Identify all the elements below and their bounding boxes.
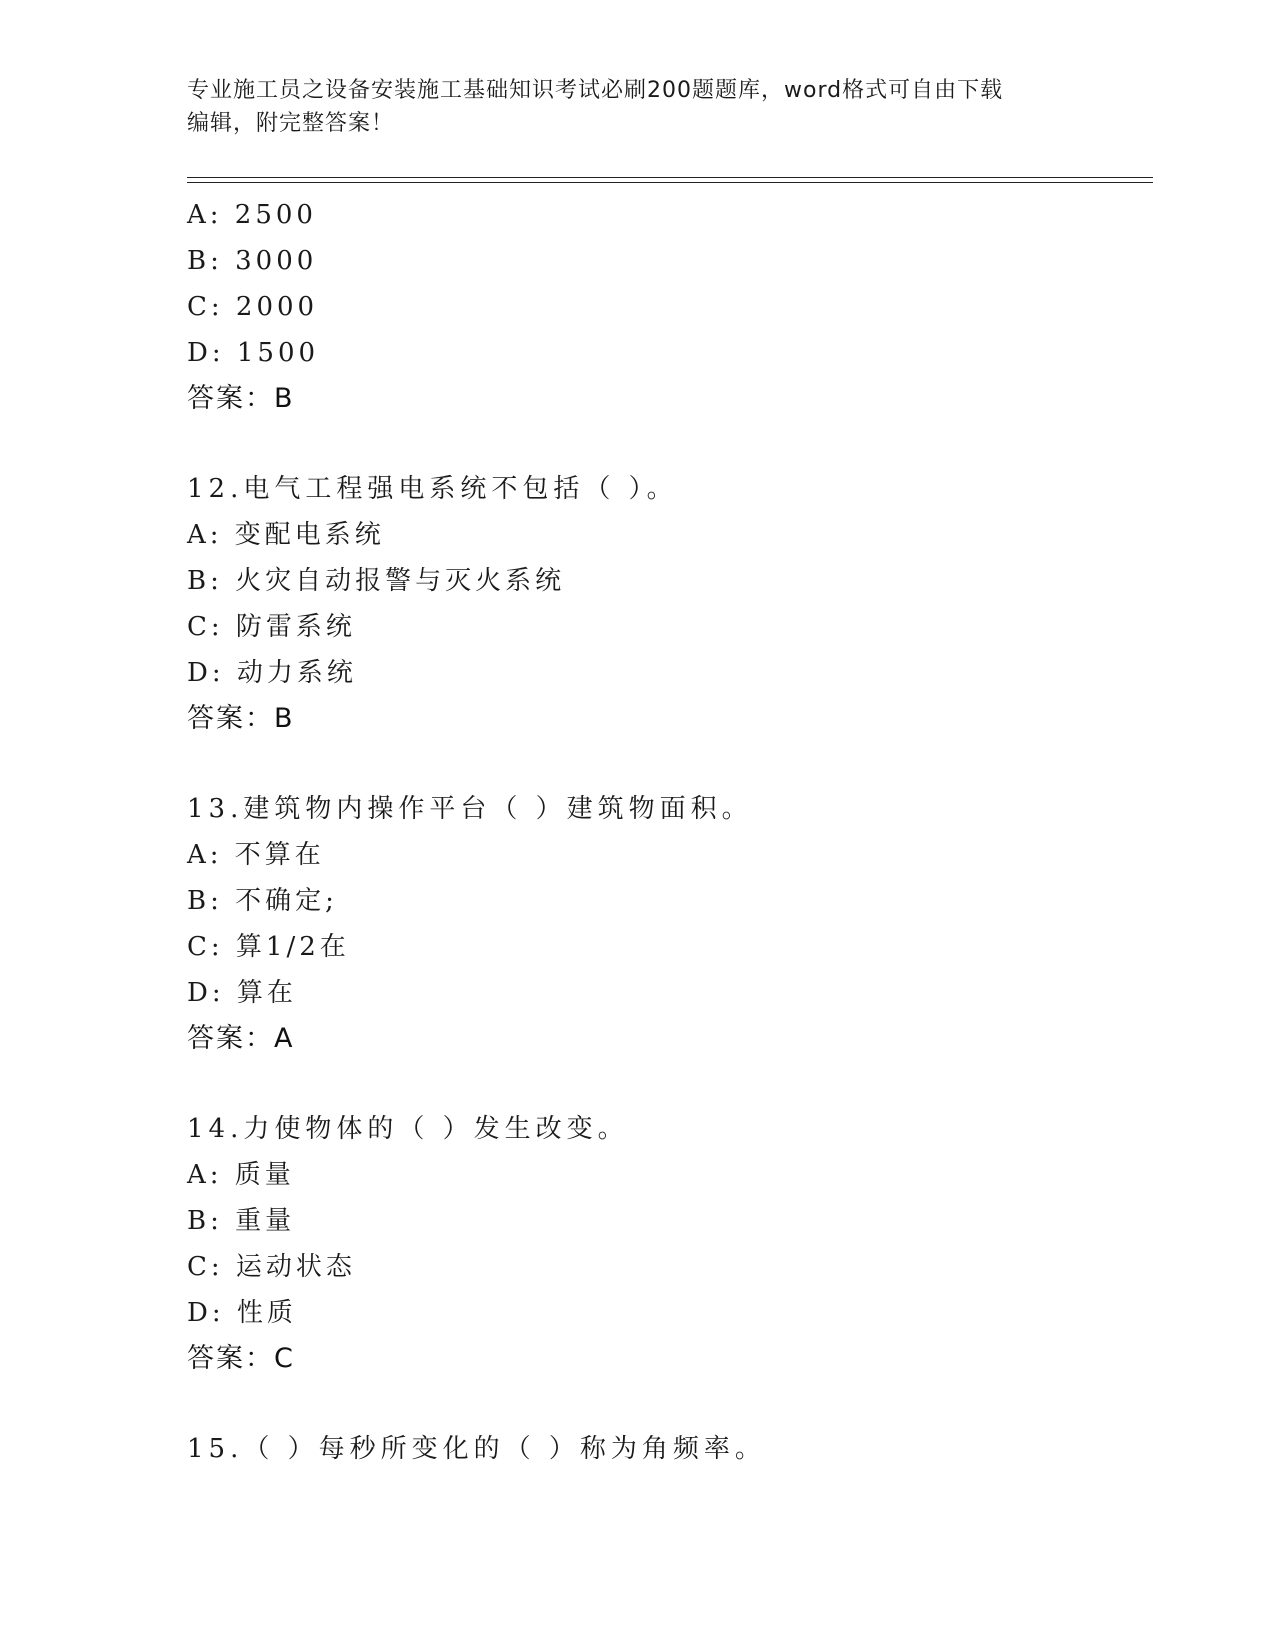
question-list [187,192,1153,1472]
option-d: D: 动力系统 [187,658,357,688]
answer-line: 答案：B [187,383,295,414]
answer-line: 答案：A [187,1023,295,1054]
option-b: B: 不确定; [187,886,338,916]
header-line-2: 编辑，附完整答案！ [187,111,395,136]
option-c: C: 算1/2在 [187,932,350,962]
option-c: C: 运动状态 [187,1252,356,1282]
option-a: A: 变配电系统 [187,520,385,550]
spacer [187,1382,1153,1426]
header-line-1: 专业施工员之设备安装施工基础知识考试必刷200题题库，word格式可自由下载 [187,78,1004,103]
option-d: D: 1500 [187,338,320,368]
option-b: B: 重量 [187,1206,296,1236]
option-b: B: 火灾自动报警与灭火系统 [187,566,566,596]
question-block-11 [187,192,1153,422]
option-a: A: 不算在 [187,840,325,870]
spacer [187,1062,1153,1106]
question-block-15 [187,1426,1153,1472]
spacer [187,422,1153,466]
question-stem: 13.建筑物内操作平台（ ）建筑物面积。 [187,794,753,824]
answer-line: 答案：B [187,703,295,734]
option-a: A: 2500 [187,200,317,230]
option-d: D: 算在 [187,978,297,1008]
option-b: B: 3000 [187,246,318,276]
question-block-12 [187,466,1153,742]
document-header [187,74,1087,140]
option-c: C: 2000 [187,292,319,322]
header-divider-bottom [187,182,1153,183]
question-block-14 [187,1106,1153,1382]
question-stem: 12.电气工程强电系统不包括（ ）。 [187,474,678,504]
question-stem: 15.（ ）每秒所变化的（ ）称为角频率。 [187,1434,766,1464]
answer-line: 答案：C [187,1343,295,1374]
header-divider-top [187,177,1153,178]
question-block-13 [187,786,1153,1062]
option-d: D: 性质 [187,1298,297,1328]
question-stem: 14.力使物体的（ ）发生改变。 [187,1114,629,1144]
option-c: C: 防雷系统 [187,612,356,642]
option-a: A: 质量 [187,1160,295,1190]
spacer [187,742,1153,786]
